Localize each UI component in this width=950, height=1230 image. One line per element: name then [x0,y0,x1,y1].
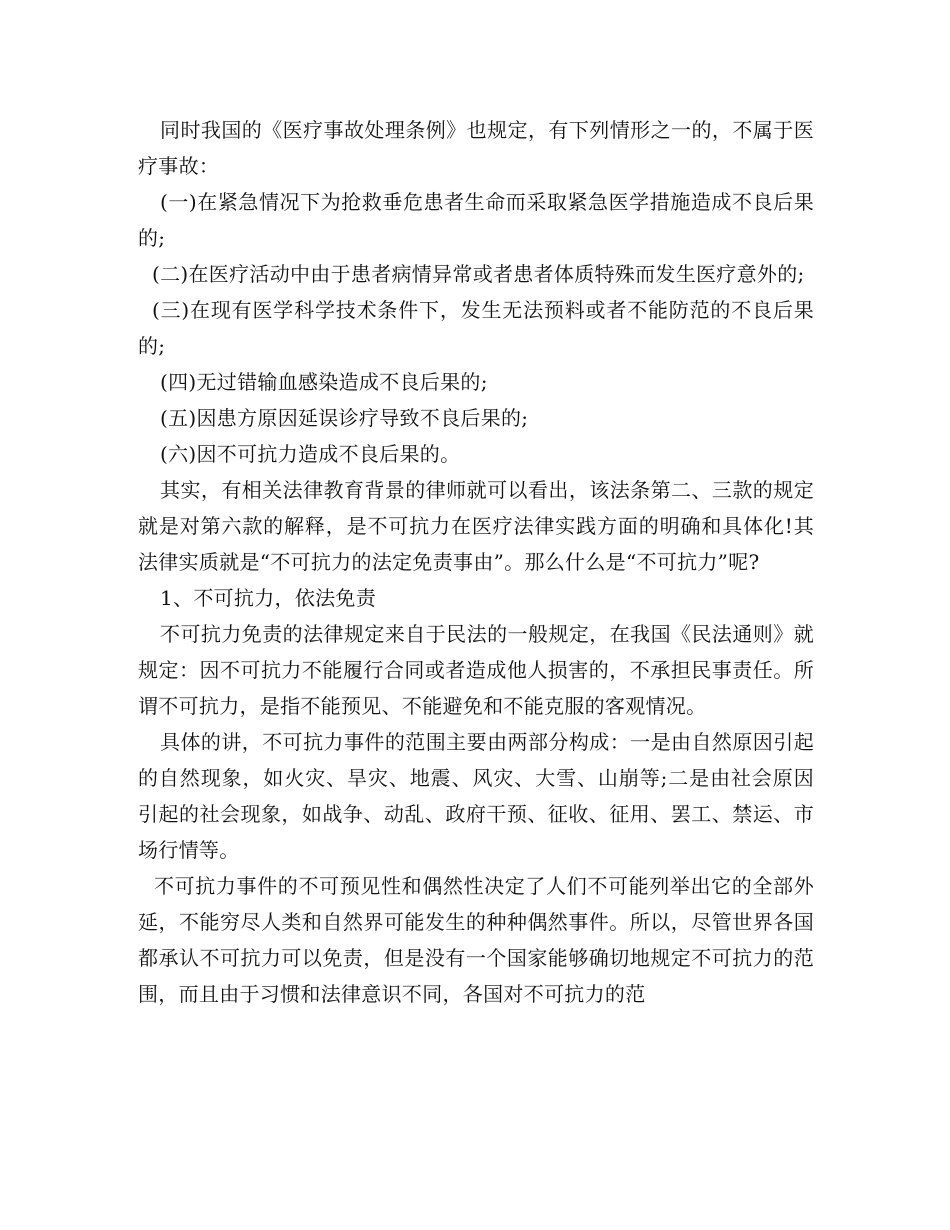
paragraph-unpredictability: 不可抗力事件的不可预见性和偶然性决定了人们不可能列举出它的全部外延，不能穷尽人类和自然界可能发生的种种偶然事件。所以，尽管世界各国都承认不可抗力可以免责，但是没有一个国家能够确切地规定不可抗力的范围，而且由于习惯和法律意识不同，各国对不可抗力的范 [138,874,814,1006]
paragraph-scope: 具体的讲，不可抗力事件的范围主要由两部分构成：一是由自然原因引起的自然现象，如火灾、旱灾、地震、风灾、大雪、山崩等;二是由社会原因引起的社会现象，如战争、动乱、政府干预、征收、征用、罢工、禁运、市场行情等。 [138,730,814,862]
paragraph-civil-law: 不可抗力免责的法律规定来自于民法的一般规定，在我国《民法通则》就规定：因不可抗力不能履行合同或者造成他人损害的，不承担民事责任。所谓不可抗力，是指不能预见、不能避免和不能克服的客观情况。 [138,622,814,718]
paragraph-explanation: 其实，有相关法律教育背景的律师就可以看出，该法条第二、三款的规定就是对第六款的解释，是不可抗力在医疗法律实践方面的明确和具体化!其法律实质就是“不可抗力的法定免责事由”。那么什么是“不可抗力”呢? [138,478,814,574]
list-item-3: (三)在现有医学科学技术条件下，发生无法预料或者不能防范的不良后果的; [138,298,814,358]
section-heading: 1、不可抗力，依法免责 [160,586,377,610]
list-item-5: (五)因患方原因延误诊疗导致不良后果的; [160,406,529,430]
list-item-2: (二)在医疗活动中由于患者病情异常或者患者体质特殊而发生医疗意外的; [152,262,805,286]
list-item-6: (六)因不可抗力造成不良后果的。 [160,442,461,466]
list-item-1: (一)在紧急情况下为抢救垂危患者生命而采取紧急医学措施造成不良后果的; [138,190,814,250]
paragraph-intro: 同时我国的《医疗事故处理条例》也规定，有下列情形之一的，不属于医疗事故： [138,118,814,178]
list-item-4: (四)无过错输血感染造成不良后果的; [160,370,488,394]
document-body [138,112,814,1012]
